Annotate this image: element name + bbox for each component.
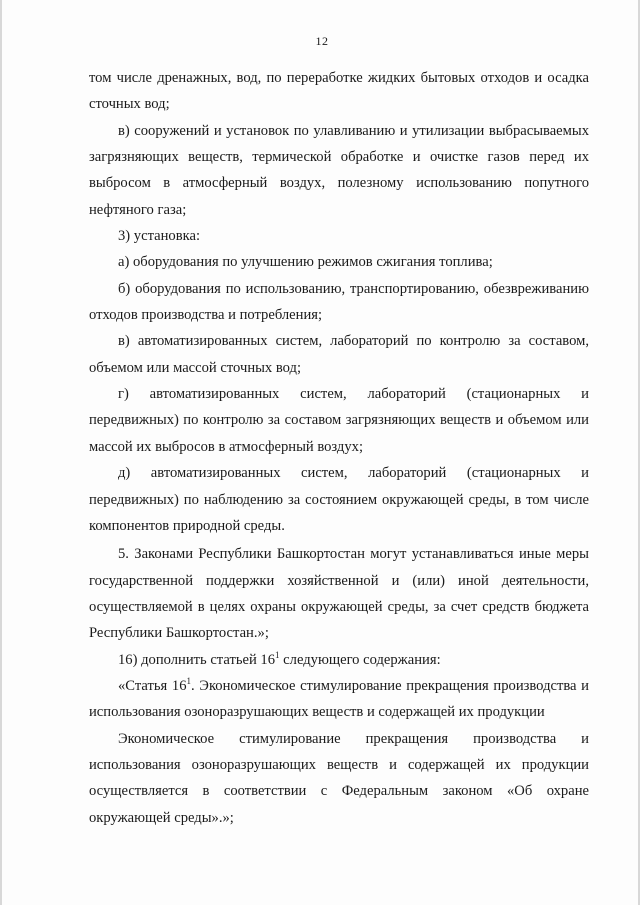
paragraph-item-d-automated-systems: д) автоматизированных систем, лабораторий (стационарных и передвижных) по наблюдению за состоянием окружающей среды, в том числе компонентов природной среды. <box>89 465 589 534</box>
article-heading <box>89 673 589 726</box>
paragraph-item-v-structures: в) сооружений и установок по улавливанию и утилизации выбрасываемых загрязняющих веществ, термической обработке и очистке газов перед их выбросом в атмосферный воздух, полезному использованию попутного нефтяного газа; <box>89 122 589 218</box>
paragraph-article-body: Экономическое стимулирование прекращения производства и использования озоноразрушающих веществ и содержащей их продукции осуществляется в соответствии с Федеральным законом «Об охране окружающей среды».»; <box>89 730 589 826</box>
article-heading-end: . Экономическое стимулирование прекращения производства и использования озоноразрушающих веществ и содержащей их продукции <box>89 677 589 721</box>
paragraph-item-a-equipment: а) оборудования по улучшению режимов сжигания топлива; <box>118 254 493 271</box>
document-body <box>89 65 589 831</box>
paragraph-item-g-automated-systems: г) автоматизированных систем, лабораторий (стационарных и передвижных) по контролю за составом загрязняющих веществ и объемом или массой их выбросов в атмосферный воздух; <box>89 386 589 455</box>
paragraph-continuation: том числе дренажных, вод, по переработке жидких бытовых отходов и осадка сточных вод; <box>89 70 589 113</box>
page-number: 12 <box>315 34 329 48</box>
superscript-mark: 1 <box>186 676 191 687</box>
paragraph-item-3-installation: 3) установка: <box>118 228 201 245</box>
paragraph-item-16-start: 16) дополнить статьей 16 <box>118 651 276 668</box>
article-heading-start: «Статья 16 <box>118 677 187 694</box>
superscript-mark: 1 <box>275 649 280 660</box>
paragraph-item-b-equipment: б) оборудования по использованию, транспортированию, обезвреживанию отходов производства и потребления; <box>89 280 589 324</box>
paragraph-item-16 <box>89 647 589 673</box>
paragraph-clause-5: 5. Законами Республики Башкортостан могут устанавливаться иные меры государственной поддержки хозяйственной и (или) иной деятельности, осуществляемой в целях охраны окружающей среды, за счет средств бюджета Республики Башкортостан.»; <box>89 546 589 642</box>
paragraph-item-v-automated-systems: в) автоматизированных систем, лабораторий по контролю за составом, объемом или массой сточных вод; <box>89 333 589 376</box>
paragraph-item-16-end: следующего содержания: <box>279 651 441 668</box>
